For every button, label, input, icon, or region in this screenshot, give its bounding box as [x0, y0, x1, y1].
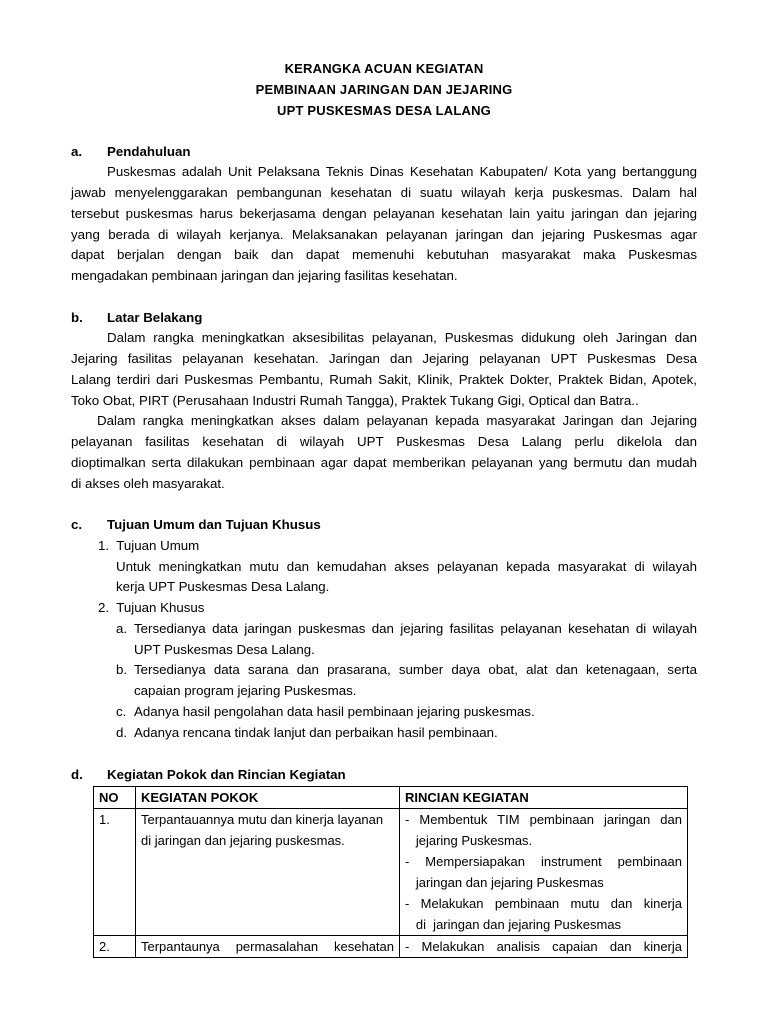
row-rincian: [400, 809, 688, 936]
section-a-line: jawab menyelenggarakan pembangunan kesehatan di suatu wilayah kerja puskesmas. Dalam hal: [71, 185, 697, 200]
section-a-line: tersebut puskesmas harus bekerjasama dengan pelayanan kesehatan lain yaitu jaringan dan jejaring: [71, 206, 697, 221]
section-d-title: Kegiatan Pokok dan Rincian Kegiatan: [107, 767, 346, 782]
table-row: [94, 936, 688, 958]
section-b-line: dioptimalkan serta dilakukan pembinaan agar dapat memberikan pelayanan yang bermutu dan mudah: [71, 455, 697, 470]
section-b-letter: b.: [71, 310, 83, 325]
tujuan-khusus-marker: a.: [116, 621, 128, 636]
tujuan-khusus-marker: c.: [116, 704, 127, 719]
rincian-line: di jaringan dan jejaring Puskesmas: [405, 917, 622, 932]
kegiatan-table: [93, 786, 688, 958]
tujuan-khusus-marker: b.: [116, 662, 128, 677]
section-a-letter: a.: [71, 144, 83, 159]
doc-title-line-1: KERANGKA ACUAN KEGIATAN: [284, 61, 484, 76]
rincian-line: - Membentuk TIM pembinaan jaringan dan: [405, 812, 682, 827]
tujuan-umum-line: Untuk meningkatkan mutu dan kemudahan akses pelayanan kepada masyarakat di wilayah: [116, 559, 697, 574]
table-header-rincian: RINCIAN KEGIATAN: [400, 787, 688, 809]
row-number: 1.: [94, 809, 136, 936]
section-b-line: Dalam rangka meningkatkan akses dalam pelayanan kepada masyarakat Jaringan dan Jejaring: [97, 413, 697, 428]
section-c-letter: c.: [71, 517, 83, 532]
section-b-line: pelayanan fasilitas kesehatan di wilayah UPT Puskesmas Desa Lalang perlu dikelola dan: [71, 434, 697, 449]
section-b-line: Lalang terdiri dari Puskesmas Pembantu, Rumah Sakit, Klinik, Praktek Dokter, Praktek Bidan, Apotek,: [71, 372, 697, 387]
row-number: 2.: [94, 936, 136, 958]
section-a-line: mengadakan pembinaan jaringan dan jejaring fasilitas kesehatan.: [71, 268, 458, 283]
rincian-line: jejaring Puskesmas.: [405, 833, 533, 848]
section-a-line: dapat berjalan dengan baik dan dapat memenuhi kebutuhan masyarakat maka Puskesmas: [71, 247, 697, 262]
tujuan-umum-label: 1. Tujuan Umum: [98, 538, 200, 553]
section-b-line: Dalam rangka meningkatkan aksesibilitas pelayanan, Puskesmas didukung oleh Jaringan dan: [107, 330, 697, 345]
tujuan-khusus-line: Adanya rencana tindak lanjut dan perbaikan hasil pembinaan.: [134, 725, 498, 740]
rincian-line: - Melakukan analisis capaian dan kinerja: [405, 939, 682, 954]
row-rincian: [400, 936, 688, 958]
doc-title-line-3: UPT PUSKESMAS DESA LALANG: [277, 103, 491, 118]
tujuan-khusus-line: Tersedianya data jaringan puskesmas dan jejaring fasilitas pelayanan kesehatan di wilayah: [134, 621, 697, 636]
rincian-line: - Melakukan pembinaan mutu dan kinerja: [405, 896, 682, 911]
table-row: [94, 809, 688, 936]
section-b-line: di akses oleh masyarakat.: [71, 476, 225, 491]
table-header-no: NO: [94, 787, 136, 809]
rincian-line: - Mempersiapakan instrument pembinaan: [405, 854, 682, 869]
section-d-letter: d.: [71, 767, 83, 782]
section-a-title: Pendahuluan: [107, 144, 191, 159]
tujuan-khusus-label: 2. Tujuan Khusus: [98, 600, 205, 615]
tujuan-umum-line: kerja UPT Puskesmas Desa Lalang.: [116, 579, 330, 594]
tujuan-khusus-line: Adanya hasil pengolahan data hasil pembinaan jejaring puskesmas.: [134, 704, 535, 719]
table-header-kegiatan: KEGIATAN POKOK: [136, 787, 400, 809]
tujuan-khusus-marker: d.: [116, 725, 128, 740]
tujuan-khusus-line: Tersedianya data sarana dan prasarana, sumber daya obat, alat dan ketenagaan, serta: [134, 662, 697, 677]
section-b-title: Latar Belakang: [107, 310, 203, 325]
table-header-row: [94, 787, 688, 809]
rincian-line: jaringan dan jejaring Puskesmas: [405, 875, 604, 890]
doc-title-line-2: PEMBINAAN JARINGAN DAN JEJARING: [255, 82, 513, 97]
row-kegiatan: Terpantauannya mutu dan kinerja layanan di jaringan dan jejaring puskesmas.: [136, 809, 400, 936]
tujuan-khusus-line: UPT Puskesmas Desa Lalang.: [134, 642, 315, 657]
section-a-line: Puskesmas adalah Unit Pelaksana Teknis Dinas Kesehatan Kabupaten/ Kota yang bertanggung: [107, 164, 697, 179]
section-c-title: Tujuan Umum dan Tujuan Khusus: [107, 517, 321, 532]
row-kegiatan: Terpantaunya permasalahan kesehatan: [136, 936, 400, 958]
tujuan-khusus-line: capaian program jejaring Puskesmas.: [134, 683, 357, 698]
section-b-line: Jejaring fasilitas pelayanan kesehatan. Jaringan dan Jejaring pelayanan UPT Puskesmas Desa: [71, 351, 697, 366]
section-b-line: Toko Obat, PIRT (Perusahaan Industri Rumah Tangga), Praktek Tukang Gigi, Optical dan Batra..: [71, 393, 639, 408]
section-a-line: yang berada di wilayah kerjanya. Melaksanakan pelayanan jaringan dan jejaring Puskesmas agar: [71, 227, 697, 242]
